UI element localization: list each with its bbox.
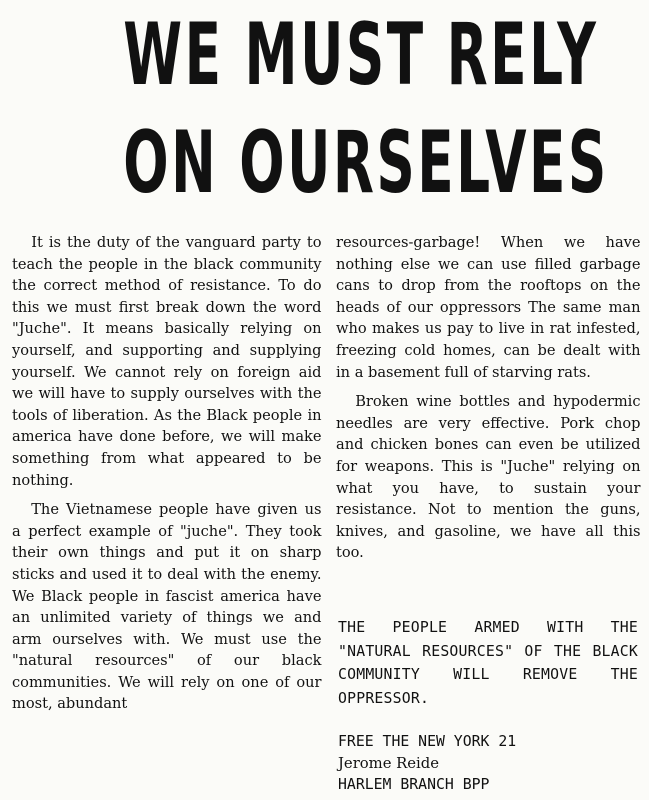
article-column-right (336, 232, 641, 564)
article-column-left (12, 232, 322, 715)
signature-line-1: FREE THE NEW YORK 21 (338, 733, 517, 750)
article-paragraph: Broken wine bottles and hypodermic needles are very effective. Pork chop and chicken bones can even be utilized for weapons. This is "Juche" relying on what you have, to sustain your resistance. Not to mention the guns, knives, and gasoline, we have all this too. (336, 392, 641, 562)
headline-line-1: WE MUST RELY (123, 5, 599, 105)
signature-block (338, 731, 638, 796)
headline (0, 0, 649, 213)
article-paragraph: It is the duty of the vanguard party to teach the people in the black community the correct method of resistance. To do this we must first break down the word "Juche". It means basically relying on yourself, and supporting and supplying yourself. We cannot rely on foreign aid we will have to supply ourselves with the tools of liberation. As the Black people in america have done before, we will make something from what appeared to be nothing. (12, 233, 322, 489)
headline-line-2: ON OURSELVES (123, 113, 609, 213)
slogan: THE PEOPLE ARMED WITH THE "NATURAL RESOURCES" OF THE BLACK COMMUNITY WILL REMOVE THE OPPRESSOR. (338, 619, 638, 707)
signature-author: Jerome Reide (338, 754, 440, 772)
article-paragraph-continued: resources-garbage! When we have nothing else we can use filled garbage cans to drop from the rooftops on the heads of our oppressors The same man who makes us pay to live in rat infested, freezing cold homes, can be dealt with in a basement full of starving rats. (336, 233, 641, 381)
article-paragraph: The Vietnamese people have given us a perfect example of "juche". They took their own things and put it on sharp sticks and used it to deal with the enemy. We Black people in fascist america have an unlimited variety of things we and arm ourselves with. We must use the "natural resources" of our black communities. We will rely on one of our most, abundant (12, 500, 322, 713)
signature-branch: HARLEM BRANCH BPP (338, 776, 490, 793)
